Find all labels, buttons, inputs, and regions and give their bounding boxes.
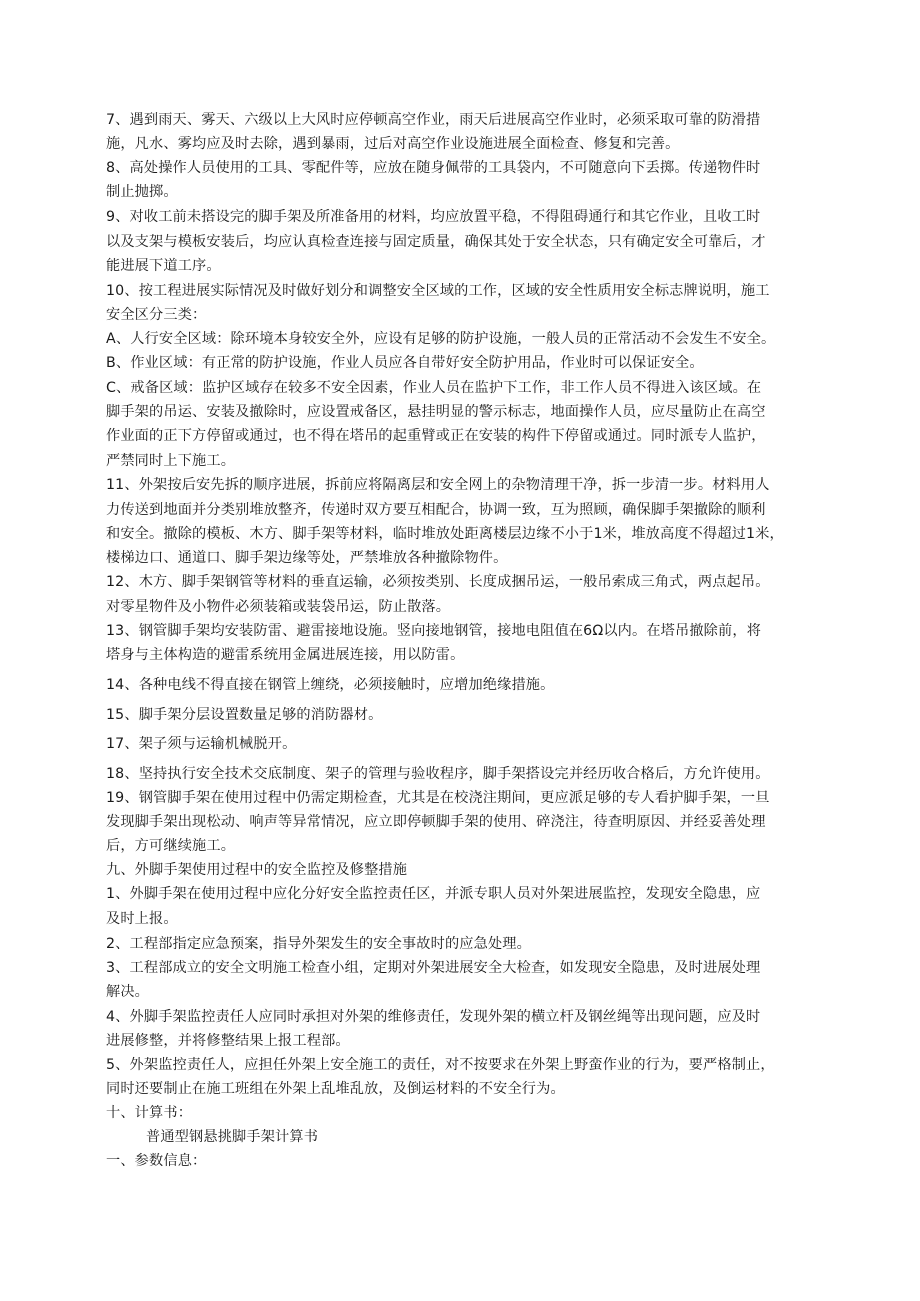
text-line: 及时上报。 — [106, 911, 178, 927]
text-line: 力传送到地面并分类别堆放整齐，传递时双方要互相配合，协调一致，互为照顾，确保脚手架撤除的顺利 — [106, 502, 766, 518]
text-line: 安全区分三类： — [106, 307, 207, 323]
text-line: 进展修整，并将修整结果上报工程部。 — [106, 1033, 350, 1049]
text-line: 发现脚手架出现松动、响声等异常情况，应立即停顿脚手架的使用、碎浇注，待查明原因、并经妥善处理 — [106, 814, 766, 830]
text-line: 11、外架按后安先拆的顺序进展，拆前应将隔离层和安全网上的杂物清理干净，拆一步清一步。材料用人 — [106, 477, 770, 493]
section-heading: 一、参数信息： — [106, 1153, 207, 1169]
text-line: C、戒备区域：监护区域存在较多不安全因素，作业人员在监护下工作，非工作人员不得进入该区域。在 — [106, 380, 762, 396]
text-line: 解决。 — [106, 984, 150, 1000]
text-line: 5、外架监控责任人，应担任外架上安全施工的责任，对不按要求在外架上野蛮作业的行为，要严格制止， — [106, 1057, 775, 1073]
text-line: 对零星物件及小物件必须装箱或装袋吊运，防止散落。 — [106, 599, 451, 615]
text-line: 脚手架的吊运、安装及撤除时，应设置戒备区，悬挂明显的警示标志，地面操作人员，应尽量防止在高空 — [106, 404, 766, 420]
text-line: 能进展下道工序。 — [106, 258, 221, 274]
text-line: 8、高处操作人员使用的工具、零配件等，应放在随身佩带的工具袋内，不可随意向下丢掷。传递物件时 — [106, 160, 761, 176]
text-line: 制止抛掷。 — [106, 184, 178, 200]
text-line: 10、按工程进展实际情况及时做好划分和调整安全区域的工作，区域的安全性质用安全标志牌说明，施工 — [106, 283, 770, 299]
text-line: 4、外脚手架监控责任人应同时承担对外架的维修责任，发现外架的横立杆及钢丝绳等出现问题，应及时 — [106, 1009, 761, 1025]
section-heading: 十、计算书： — [106, 1105, 193, 1121]
text-line: 19、钢管脚手架在使用过程中仍需定期检查，尤其是在校浇注期间，更应派足够的专人看护脚手架，一旦 — [106, 790, 770, 806]
text-line: 楼梯边口、通道口、脚手架边缘等处，严禁堆放各种撤除物件。 — [106, 550, 508, 566]
text-line: 7、遇到雨天、雾天、六级以上大风时应停顿高空作业，雨天后进展高空作业时，必须采取可靠的防滑措 — [106, 112, 761, 128]
text-line: 严禁同时上下施工。 — [106, 453, 236, 469]
text-line: 同时还要制止在施工班组在外架上乱堆乱放，及倒运材料的不安全行为。 — [106, 1081, 565, 1097]
subtitle: 普通型钢悬挑脚手架计算书 — [146, 1129, 319, 1145]
text-line: 作业面的正下方停留或通过，也不得在塔吊的起重臂或正在安装的构件下停留或通过。同时派专人监护， — [106, 428, 766, 444]
text-line: 15、脚手架分层设置数量足够的消防器材。 — [106, 707, 383, 723]
text-line: 18、坚持执行安全技术交底制度、架子的管理与验收程序，脚手架搭设完并经历收合格后，方允许使用。 — [106, 766, 770, 782]
text-line: 1、外脚手架在使用过程中应化分好安全监控责任区，并派专职人员对外架进展监控，发现安全隐患，应 — [106, 886, 761, 902]
text-line: B、作业区域：有正常的防护设施，作业人员应各自带好安全防护用品，作业时可以保证安全。 — [106, 355, 704, 371]
text-line: 3、工程部成立的安全文明施工检查小组，定期对外架进展安全大检查，如发现安全隐患，及时进展处理 — [106, 960, 761, 976]
text-line: 9、对收工前未搭设完的脚手架及所准备用的材料，均应放置平稳，不得阻碍通行和其它作业，且收工时 — [106, 209, 761, 225]
section-heading: 九、外脚手架使用过程中的安全监控及修整措施 — [106, 862, 408, 878]
text-line: 12、木方、脚手架钢管等材料的垂直运输，必须按类别、长度成捆吊运，一般吊索成三角式，两点起吊。 — [106, 574, 770, 590]
text-line: 和安全。撤除的模板、木方、脚手架等材料，临时堆放处距离楼层边缘不小于1米，堆放高度不得超过1米， — [106, 526, 784, 542]
text-line: 13、钢管脚手架均安装防雷、避雷接地设施。竖向接地钢管，接地电阻值在6Ω以内。在塔吊撤除前，将 — [106, 623, 762, 639]
text-line: 施，凡水、雾均应及时去除，遇到暴雨，过后对高空作业设施进展全面检查、修复和完善。 — [106, 136, 680, 152]
text-line: 塔身与主体构造的避雷系统用金属进展连接，用以防雷。 — [106, 647, 465, 663]
text-line: 后，方可继续施工。 — [106, 838, 236, 854]
text-line: 2、工程部指定应急预案，指导外架发生的安全事故时的应急处理。 — [106, 936, 531, 952]
text-line: 14、各种电线不得直接在钢管上缠绕，必须接触时，应增加绝缘措施。 — [106, 677, 555, 693]
text-line: 以及支架与模板安装后，均应认真检查连接与固定质量，确保其处于安全状态，只有确定安全可靠后，才 — [106, 234, 766, 250]
text-line: A、人行安全区域：除环境本身较安全外，应设有足够的防护设施，一般人员的正常活动不会发生不安全。 — [106, 331, 776, 347]
text-line: 17、架子须与运输机械脱开。 — [106, 736, 297, 752]
